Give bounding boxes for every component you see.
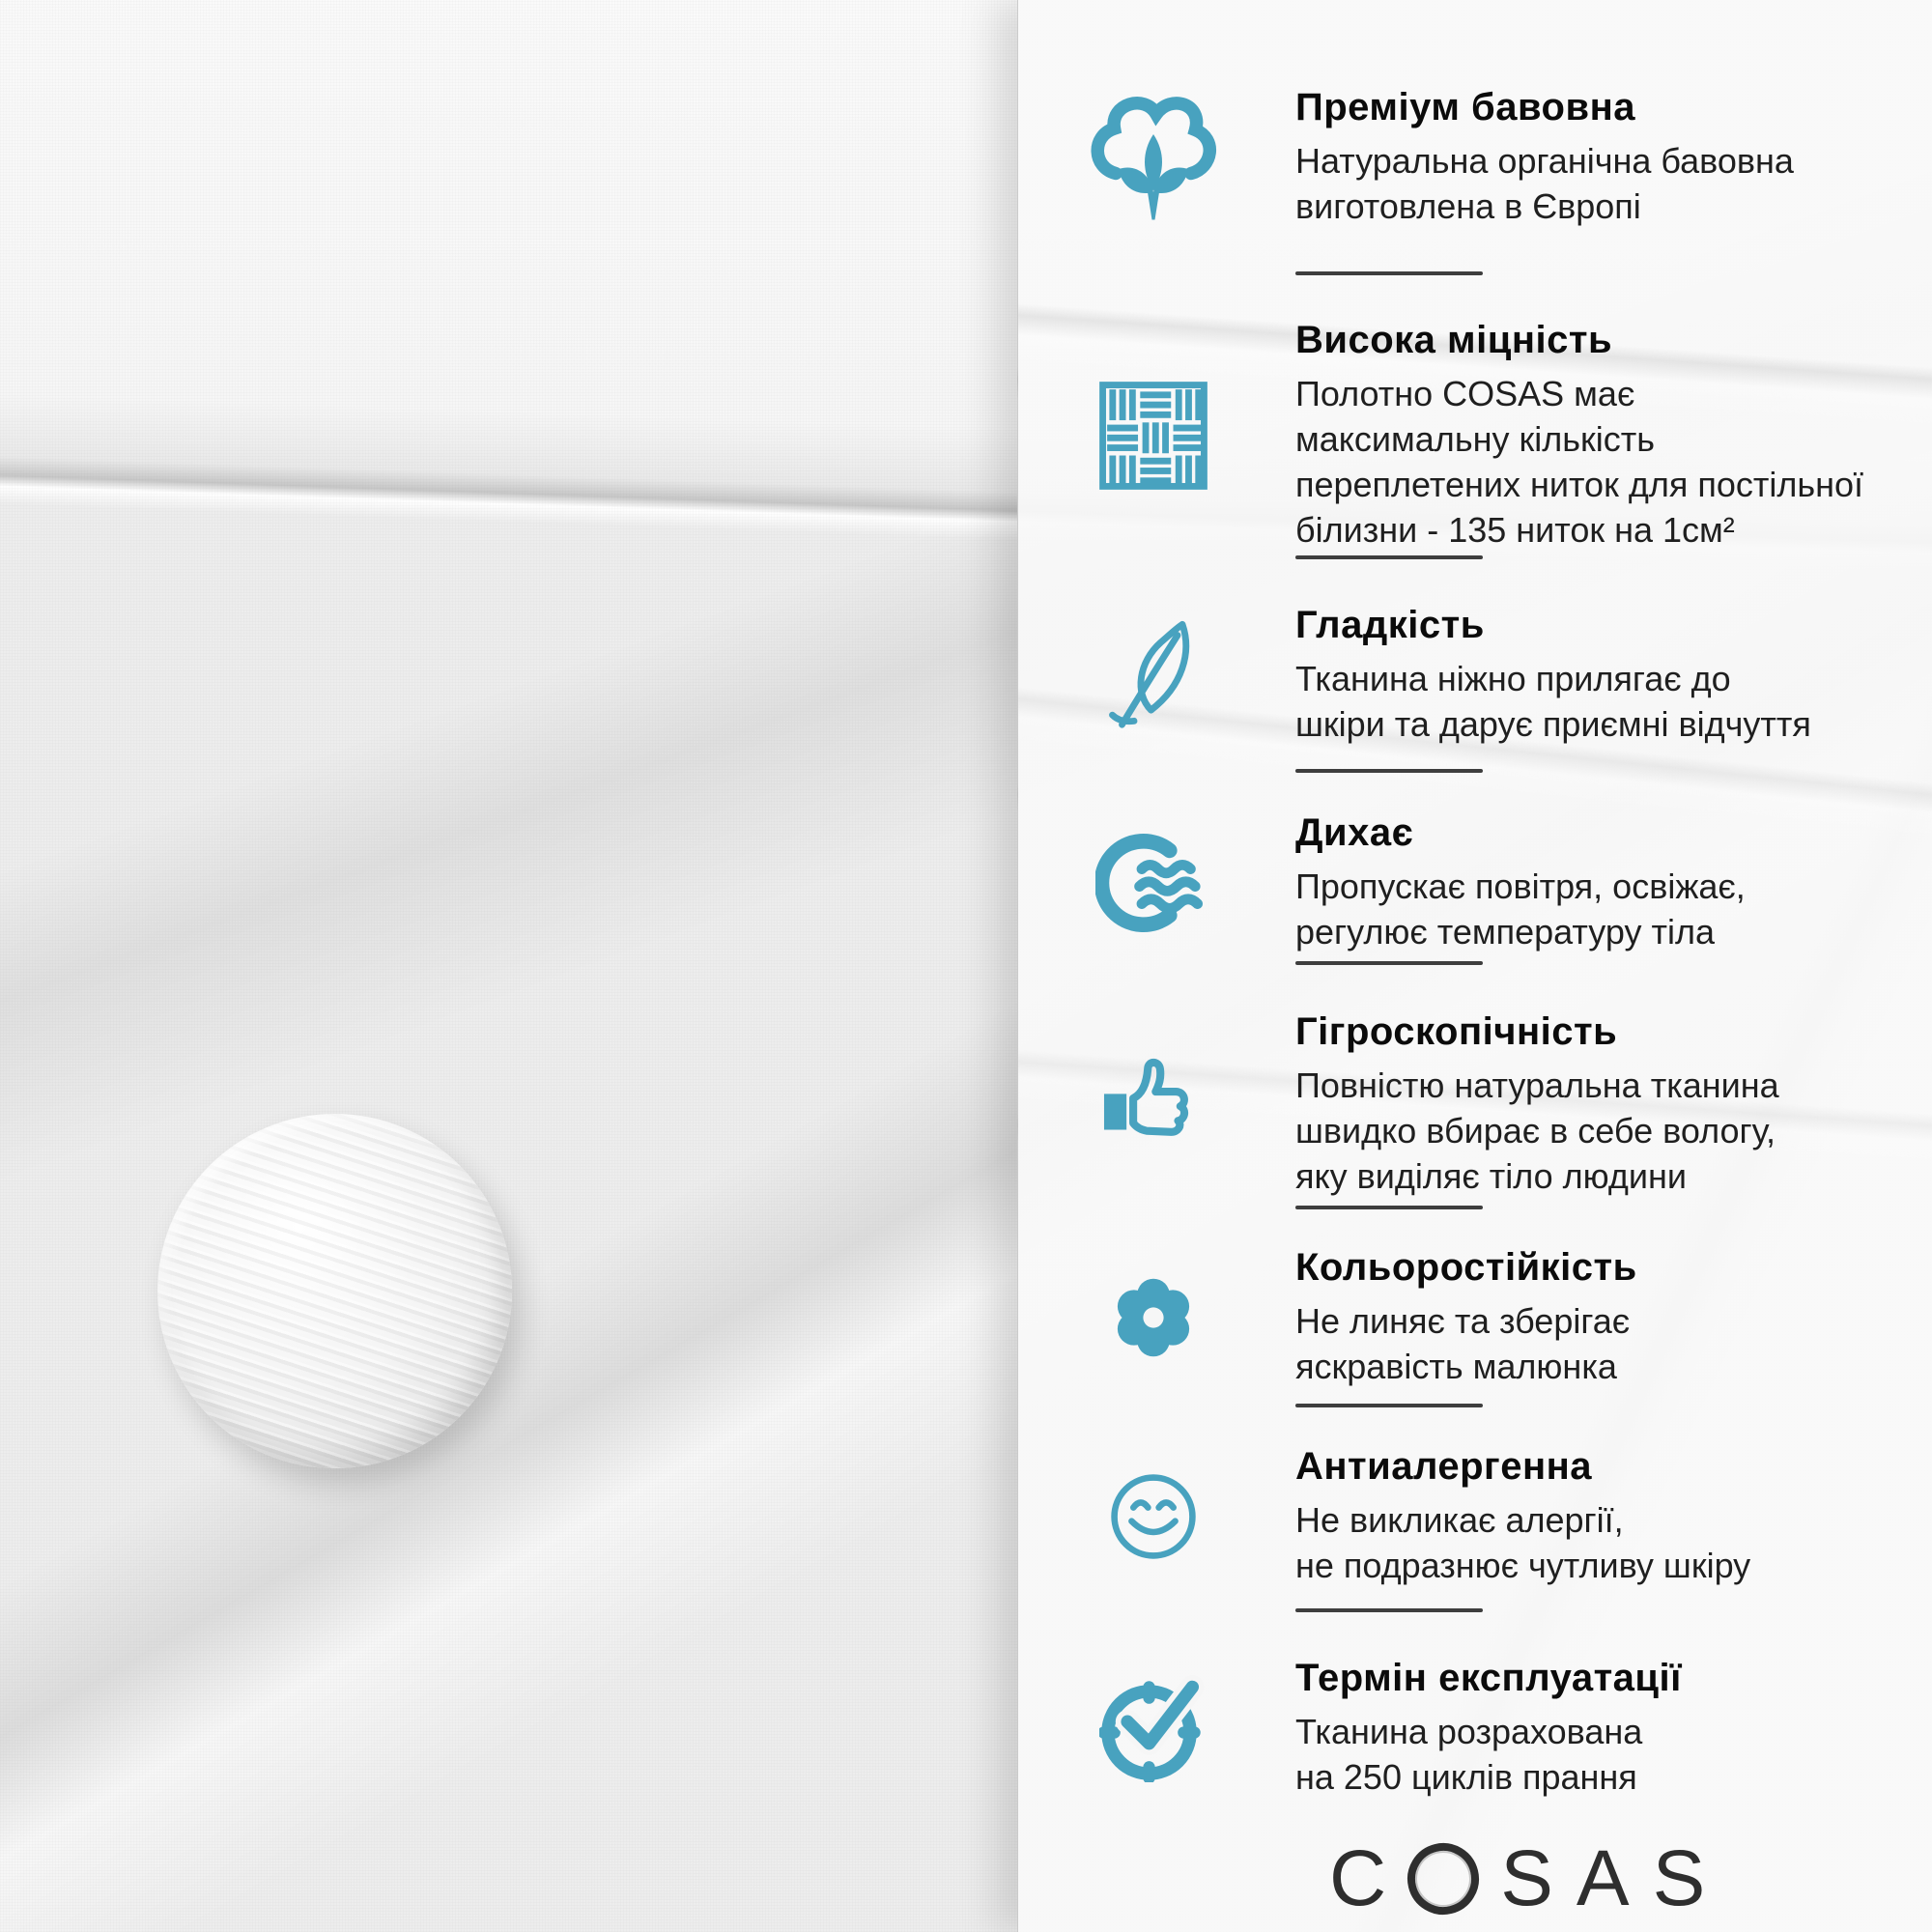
logo-brush-o-icon — [1400, 1835, 1487, 1922]
flower-icon — [1071, 1266, 1236, 1369]
section-divider — [1295, 1404, 1483, 1407]
feature-line: Повністю натуральна тканина — [1295, 1065, 1779, 1105]
feature-title: Гігроскопічність — [1295, 1010, 1618, 1053]
thumbs-up-icon — [1071, 1049, 1236, 1161]
section-divider — [1295, 1206, 1483, 1209]
feature-line: шкіри та дарує приємні відчуття — [1295, 704, 1811, 744]
feature-line: білизни - 135 ниток на 1см² — [1295, 510, 1735, 550]
feature-title: Термін експлуатації — [1295, 1657, 1682, 1699]
feature-title: Висока міцність — [1295, 319, 1613, 361]
smiley-face-icon — [1071, 1471, 1236, 1562]
feature-line: яскравість малюнка — [1295, 1347, 1617, 1386]
feature-line: виготовлена в Європі — [1295, 186, 1641, 226]
feature-premium-cotton — [1071, 85, 1903, 230]
feature-line: Тканина розрахована — [1295, 1712, 1643, 1751]
features-panel — [1017, 0, 1932, 1932]
feature-anti-allergenic — [1071, 1445, 1903, 1588]
clock-check-icon — [1071, 1674, 1236, 1782]
feature-high-strength — [1071, 319, 1903, 553]
feature-title: Преміум бавовна — [1295, 86, 1635, 128]
feature-line: Не линяє та зберігає — [1295, 1301, 1631, 1341]
section-divider — [1295, 555, 1483, 559]
cotton-flower-icon — [1071, 85, 1236, 230]
feature-line: Полотно COSAS має — [1295, 374, 1635, 413]
feature-line: максимальну кількість — [1295, 419, 1655, 459]
brand-logo — [1329, 1833, 1728, 1924]
fabric-covered-button-photo — [157, 1114, 512, 1468]
feature-service-life — [1071, 1657, 1903, 1800]
feature-breathable — [1071, 811, 1903, 954]
section-divider — [1295, 961, 1483, 965]
feature-line: Не викликає алергії, — [1295, 1500, 1624, 1540]
breathability-icon — [1071, 825, 1236, 941]
feature-line: швидко вбирає в себе вологу, — [1295, 1111, 1776, 1151]
feature-line: яку виділяє тіло людини — [1295, 1156, 1687, 1196]
feature-title: Антиалергенна — [1295, 1445, 1593, 1488]
feature-line: Натуральна органічна бавовна — [1295, 141, 1794, 181]
feature-line: переплетених ниток для постільної — [1295, 465, 1864, 504]
weave-pattern-icon — [1071, 381, 1236, 491]
section-divider — [1295, 1608, 1483, 1612]
feather-icon — [1071, 618, 1236, 733]
feature-hygroscopic — [1071, 1010, 1903, 1199]
feature-line: на 250 циклів прання — [1295, 1757, 1637, 1797]
feature-smoothness — [1071, 604, 1903, 747]
logo-letter-c: C — [1329, 1834, 1410, 1922]
section-divider — [1295, 271, 1483, 275]
feature-line: регулює температуру тіла — [1295, 912, 1716, 952]
feature-line: не подразнює чутливу шкіру — [1295, 1546, 1751, 1585]
feature-title: Дихає — [1295, 811, 1414, 854]
section-divider — [1295, 769, 1483, 773]
feature-title: Кольоростійкість — [1295, 1246, 1637, 1289]
feature-title: Гладкість — [1295, 604, 1485, 646]
logo-letters-sas: SAS — [1500, 1834, 1729, 1922]
feature-line: Пропускає повітря, освіжає, — [1295, 867, 1746, 906]
feature-colorfast — [1071, 1246, 1903, 1389]
feature-line: Тканина ніжно прилягає до — [1295, 659, 1731, 698]
